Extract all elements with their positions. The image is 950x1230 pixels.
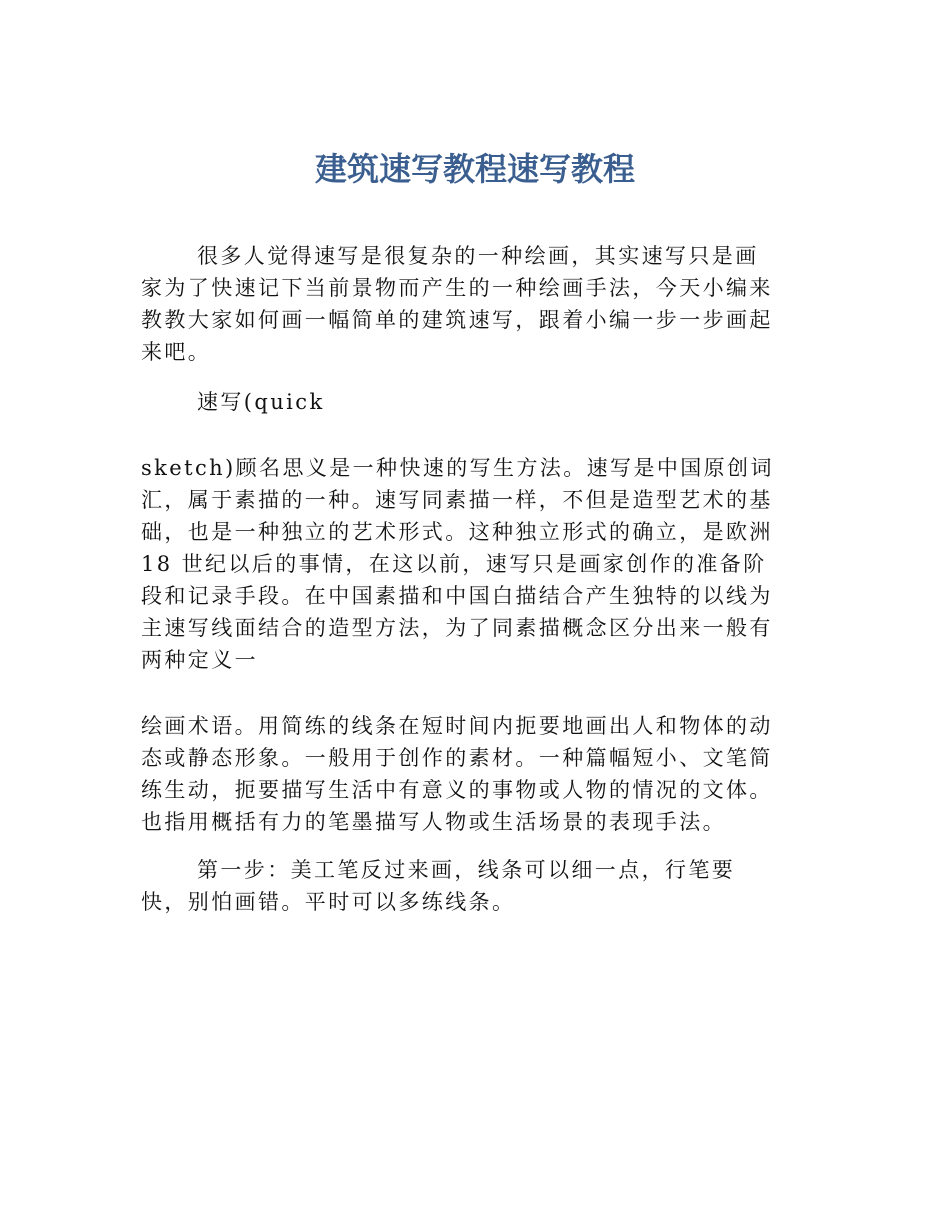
text-line: 教教大家如何画一幅简单的建筑速写，跟着小编一步一步画起 [141, 308, 773, 332]
text-line: 也指用概括有力的笔墨描写人物或生活场景的表现手法。 [141, 810, 726, 834]
text-line: 18 世纪以后的事情，在这以前，速写只是画家创作的准备阶 [141, 552, 767, 576]
paragraph-intro [141, 240, 811, 368]
text-line: 础，也是一种独立的艺术形式。这种独立形式的确立，是欧洲 [141, 520, 773, 544]
text-line: 第一步：美工笔反过来画，线条可以细一点，行笔要 [197, 858, 736, 882]
text-line: 汇，属于素描的一种。速写同素描一样，不但是造型艺术的基 [141, 488, 773, 512]
text-line: 主速写线面结合的造型方法，为了同素描概念区分出来一般有 [141, 616, 773, 640]
text-line: 段和记录手段。在中国素描和中国白描结合产生独特的以线为 [141, 584, 773, 608]
paragraph-quick [141, 386, 811, 418]
text-line: 绘画术语。用简练的线条在短时间内扼要地画出人和物体的动 [141, 714, 773, 738]
text-line: 家为了快速记下当前景物而产生的一种绘画手法，今天小编来 [141, 276, 773, 300]
text-line: 很多人觉得速写是很复杂的一种绘画，其实速写只是画 [197, 244, 759, 268]
text-line: 态或静态形象。一般用于创作的素材。一种篇幅短小、文笔简 [141, 746, 773, 770]
text-line: 来吧。 [141, 340, 212, 364]
text-line: 快，别怕画错。平时可以多练线条。 [141, 890, 516, 914]
paragraph-art-term [141, 710, 811, 838]
text-line: 两种定义一 [141, 648, 258, 672]
paragraph-step-one [141, 854, 811, 918]
text-line: 练生动，扼要描写生活中有意义的事物或人物的情况的文体。 [141, 778, 773, 802]
text-line: sketch)顾名思义是一种快速的写生方法。速写是中国原创词 [141, 456, 774, 480]
page-title: 建筑速写教程速写教程 [314, 150, 635, 188]
text-line: 速写(quick [197, 390, 325, 414]
paragraph-sketch-definition [141, 452, 811, 676]
